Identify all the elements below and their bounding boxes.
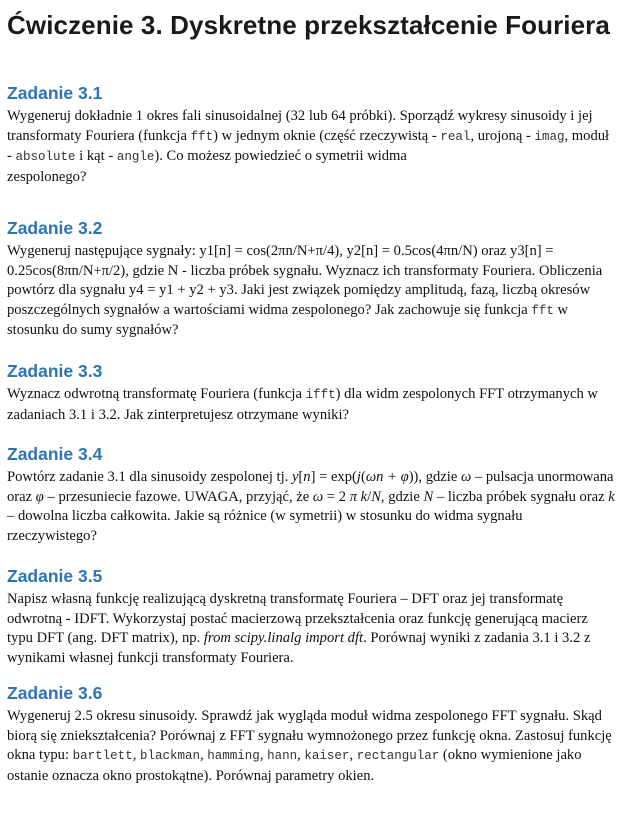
- code-fft: fft: [531, 303, 554, 318]
- code-blackman: blackman: [139, 749, 200, 764]
- task-heading: Zadanie 3.3: [7, 361, 103, 381]
- task-3-4: [7, 443, 615, 546]
- task-heading: Zadanie 3.4: [7, 444, 103, 464]
- code-angle: angle: [116, 150, 155, 165]
- task-text: Wygeneruj 2.5 okresu sinusoidy. Sprawdź jak wygląda moduł widma zespolonego FFT sygnału. Skąd biorą się zniekształcenia? Porównaj z FFT sygnału wymnożonego przez funkcję okna. Zastosuj funkcję okna typu: bartlett, blackman, hamming, hann, kaiser, rectangular (okno wymienione jako ostanie oznacza okno prostokątne). Porównaj parametry okien.: [7, 708, 612, 784]
- page-title: Ćwiczenie 3. Dyskretne przekształcenie Fouriera: [7, 10, 610, 40]
- code-rectangular: rectangular: [356, 749, 440, 764]
- code-ifft: ifft: [305, 388, 336, 402]
- task-text: Napisz własną funkcję realizującą dyskretną transformatę Fouriera – DFT oraz jej transformatę odwrotną - IDFT. Wykorzystaj postać macierzową przekształcenia oraz funkcję generującą macierz typu DFT (ang. DFT matrix), np. from scipy.linalg import dft. Porównaj wyniki z zadania 3.1 i 3.2 z wynikami własnej funkcji transformaty Fouriera.: [7, 591, 591, 666]
- code-kaiser: kaiser: [304, 749, 350, 764]
- code-imag: imag: [534, 129, 565, 144]
- task-3-5: [7, 565, 615, 668]
- task-3-3: [7, 360, 615, 425]
- task-heading: Zadanie 3.5: [7, 566, 103, 586]
- task-text: Wygeneruj następujące sygnały: y1[n] = cos(2πn/N+π/4), y2[n] = 0.5cos(4πn/N) oraz y3[n] = 0.25cos(8πn/N+π/2), gdzie N - liczba próbek sygnału. Wyznacz ich transformaty Fouriera. Obliczenia powtórz dla sygnału y4 = y1 + y2 + y3. Jaki jest związek pomiędzy amplitudą, fazą, liczbą okresów poszczególnych sygnałów a wartościami widma zespolonego? Jak zachowuje się funkcja fft w stosunku do sumy sygnałów?: [7, 243, 603, 339]
- code-absolute: absolute: [15, 150, 76, 165]
- task-text: Wygeneruj dokładnie 1 okres fali sinusoidalnej (32 lub 64 próbki). Sporządź wykresy sinusoidy i jej transformaty Fouriera (funkcja fft) w jednym oknie (część rzeczywistą - real, urojoną - imag, moduł - absolute i kąt - angle). Co możesz powiedzieć o symetrii widma zespolonego?: [7, 108, 610, 185]
- task-heading: Zadanie 3.6: [7, 683, 103, 703]
- code-hann: hann: [267, 749, 298, 764]
- task-text: Powtórz zadanie 3.1 dla sinusoidy zespolonej tj. y[n] = exp(j(ωn + φ)), gdzie ω – pulsacja unormowana oraz φ – przesuniecie fazowe. UWAGA, przyjąć, że ω = 2 π k/N, gdzie N – liczba próbek sygnału oraz k – dowolna liczba całkowita. Jakie są różnice (w symetrii) w stosunku do widma sygnału rzeczywistego?: [7, 469, 615, 544]
- scipy-import: from scipy.linalg import dft: [203, 630, 364, 647]
- task-heading: Zadanie 3.2: [7, 218, 103, 238]
- code-bartlett: bartlett: [72, 749, 133, 764]
- task-text: Wyznacz odwrotną transformatę Fouriera (funkcja ifft) dla widm zespolonych FFT otrzymanych w zadaniach 3.1 i 3.2. Jak zinterpretujesz otrzymane wyniki?: [7, 386, 598, 423]
- task-3-6: [7, 682, 615, 786]
- code-real: real: [440, 129, 471, 144]
- task-heading: Zadanie 3.1: [7, 83, 103, 103]
- code-fft: fft: [190, 129, 214, 144]
- task-3-1: [7, 82, 615, 187]
- task-3-2: [7, 217, 615, 341]
- code-hamming: hamming: [207, 749, 260, 764]
